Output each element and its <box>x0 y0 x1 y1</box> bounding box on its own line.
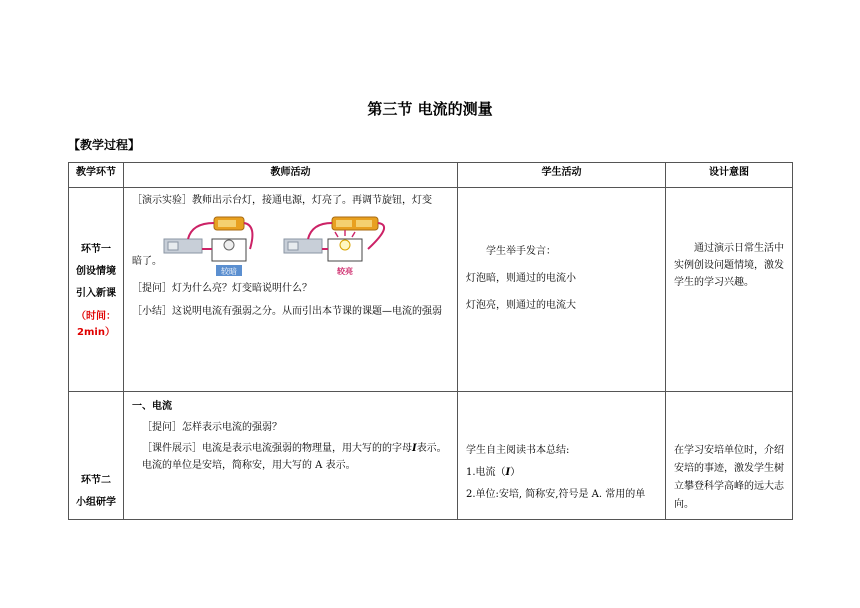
circuit-diagram <box>132 209 452 279</box>
question-label: ［提问］ <box>142 422 182 433</box>
stage-cell <box>69 392 124 520</box>
lesson-table <box>68 162 793 520</box>
demo-text-cont: 暗了。 <box>132 256 162 267</box>
bright-label: 较亮 <box>337 267 353 276</box>
stage-cell <box>69 188 124 392</box>
stage-line: 创设情境 <box>76 265 116 277</box>
teacher-activity <box>124 188 458 392</box>
summary-text: 这说明电流有强弱之分。从而引出本节课的课题—电流的强弱 <box>172 306 442 317</box>
dim-label: 较暗 <box>221 267 237 276</box>
student-line: ） <box>510 467 521 478</box>
demo-text: 教师出示台灯，接通电源，灯亮了。再调节旋钮，灯变 <box>192 195 432 206</box>
question-text: 灯为什么亮？灯变暗说明什么？ <box>172 283 312 294</box>
teacher-activity <box>124 392 458 520</box>
courseware-label: ［课件展示］ <box>142 443 202 454</box>
stage-line: 小组研学 <box>76 497 116 508</box>
student-activity <box>458 392 666 520</box>
stage-line: 环节二 <box>81 475 111 486</box>
stage-line: 引入新课 <box>76 287 116 299</box>
student-activity <box>458 188 666 392</box>
table-row <box>69 188 793 392</box>
student-line: 灯泡亮，则通过的电流大 <box>466 300 576 311</box>
current-symbol: I <box>412 443 417 454</box>
question-text: 怎样表示电流的强弱？ <box>182 422 282 433</box>
header-stage: 教学环节 <box>69 163 124 188</box>
student-line: 灯泡暗，则通过的电流小 <box>466 273 576 284</box>
header-student: 学生活动 <box>458 163 666 188</box>
demo-label: ［演示实验］ <box>132 195 192 206</box>
header-teacher: 教师活动 <box>124 163 458 188</box>
design-intent: 通过演示日常生活中实例创设问题情境，激发学生的学习兴趣。 <box>666 188 793 392</box>
time-line: 2min） <box>77 326 115 338</box>
stage-line: 环节一 <box>81 243 111 255</box>
bright-circuit <box>284 217 384 261</box>
page-title: 第三节 电流的测量 <box>367 100 493 118</box>
student-line: 学生举手发言： <box>486 246 556 257</box>
student-line: 1.电流（ <box>466 467 506 478</box>
subsection-heading: 一、电流 <box>132 401 172 412</box>
table-row <box>69 392 793 520</box>
design-intent: 在学习安培单位时，介绍安培的事迹，激发学生树立攀登科学高峰的远大志向。 <box>666 392 793 520</box>
experiment-illustration <box>132 209 449 279</box>
courseware-text: 电流是表示电流强弱的物理量，用大写的的字母 <box>202 443 412 454</box>
dim-circuit <box>164 217 252 276</box>
time-line: （时间： <box>76 310 116 322</box>
summary-label: ［小结］ <box>132 306 172 317</box>
student-line: 2.单位:安培, 简称安,符号是 A. 常用的单 <box>466 489 646 500</box>
question-label: ［提问］ <box>132 283 172 294</box>
courseware-text-cont: 表示。电流的单位是安培，简称安，用大写的 A 表示。 <box>142 443 447 471</box>
header-intent: 设计意图 <box>666 163 793 188</box>
table-header-row <box>69 163 793 188</box>
section-heading: 【教学过程】 <box>68 138 141 152</box>
student-line: 学生自主阅读书本总结: <box>466 445 570 456</box>
current-symbol: I <box>505 467 511 478</box>
